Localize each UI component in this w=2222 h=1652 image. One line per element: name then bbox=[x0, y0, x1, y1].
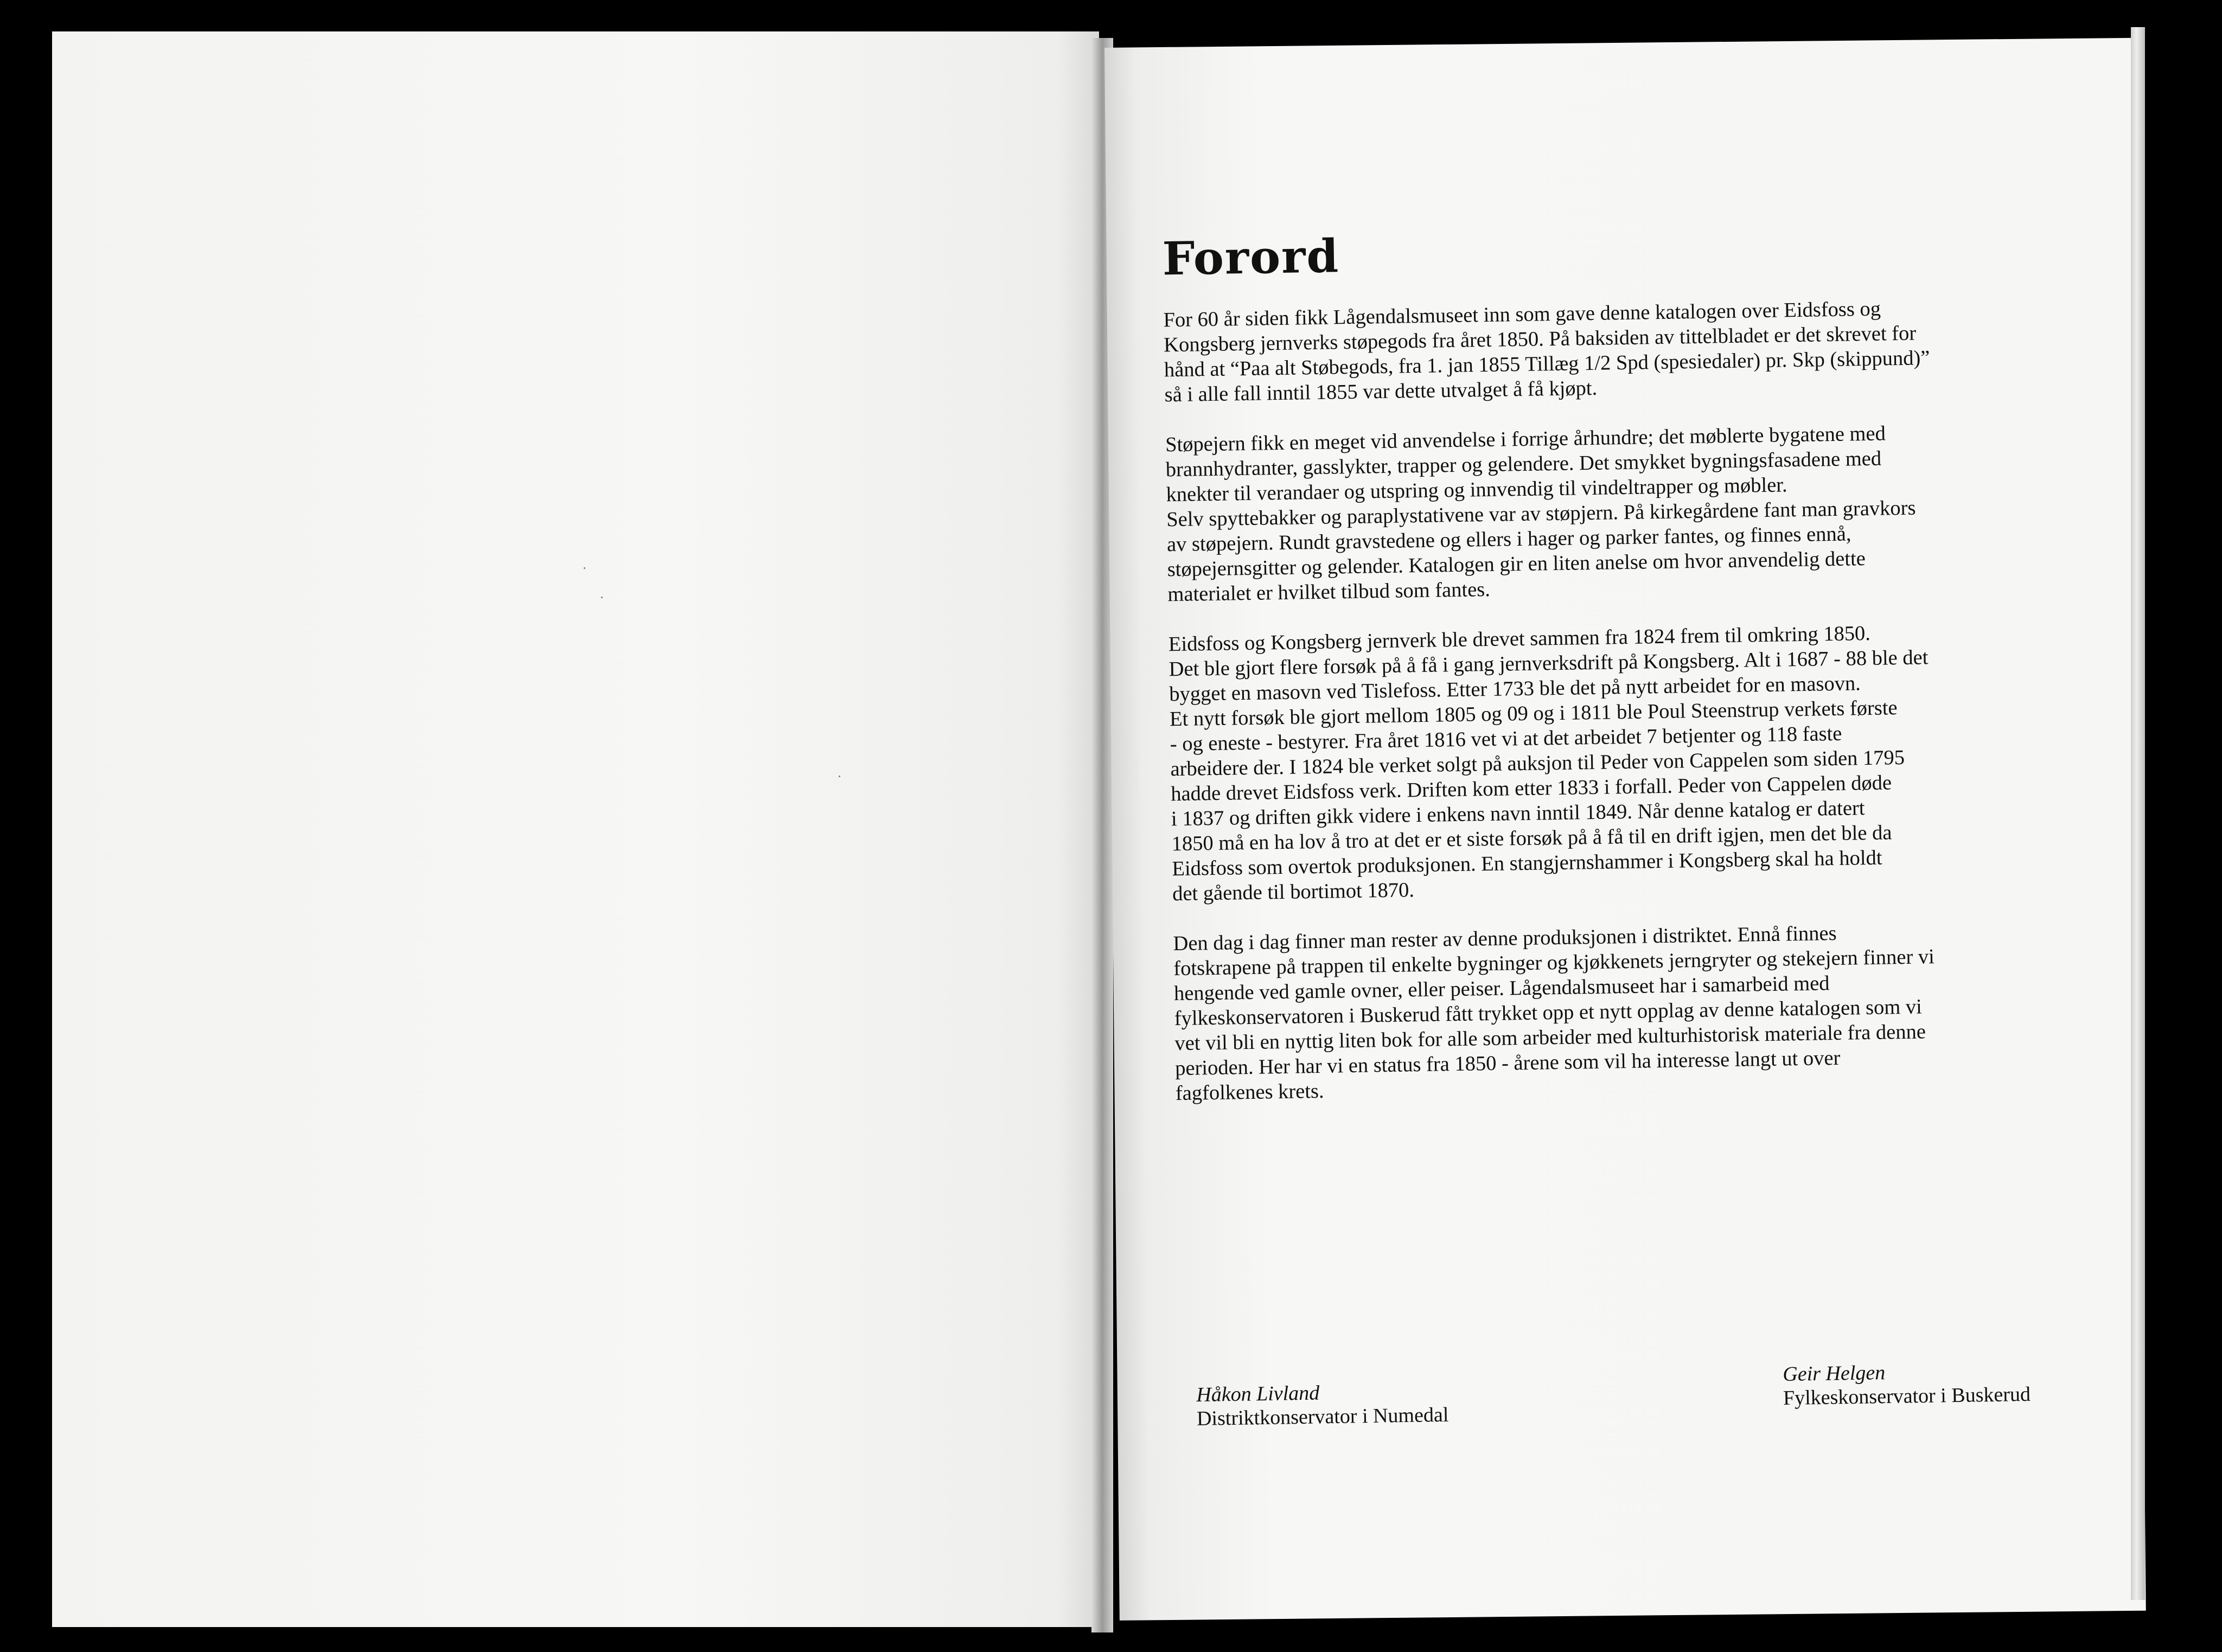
paper-speck bbox=[584, 567, 585, 569]
page-edge bbox=[2131, 27, 2145, 1600]
signatory-role: Distriktkonservator i Numedal bbox=[1196, 1403, 1449, 1430]
signatory-role: Fylkeskonservator i Buskerud bbox=[1783, 1382, 2031, 1410]
signature-block-left bbox=[1196, 1379, 1449, 1431]
left-blank-page bbox=[52, 31, 1099, 1627]
paragraph-1: For 60 år siden fikk Lågendalsmuseet inn som gave denne katalogen over Eidsfoss og Kongsberg jernverks støpegods fra året 1850. På baksiden av tittelbladet er det skrevet for hånd at “Paa alt Støbegods, fra 1. jan 1855 Tillæg 1/2 Spd (spesiedaler) pr. Skp (skippund)” så i alle fall inntil 1855 var dette utvalget å få kjøpt. bbox=[1163, 297, 1930, 407]
foreword-text-block bbox=[1139, 219, 2048, 1131]
paper-speck bbox=[601, 597, 603, 598]
paragraph-2: Støpejern fikk en meget vid anvendelse i forrige århundre; det møblerte bygatene med brannhydranter, gasslykter, trapper og gelendere. Det smykket bygningsfasadene med knekter til verandaer og utspring og innvendig til vindeltrapper og møbler. Selv spyttebakker og paraplystativene var av støpjern. På kirkegårdene fant man gravkors av støpejern. Rundt gravstedene og ellers i hager og parker fantes, og finnes ennå, støpejernsgitter og gelender. Katalogen gir en liten anelse om hvor anvendelig dette materialet er hvilket tilbud som fantes. bbox=[1165, 422, 1916, 606]
signatory-name: Geir Helgen bbox=[1783, 1361, 1886, 1386]
paragraph-3: Eidsfoss og Kongsberg jernverk ble drevet sammen fra 1824 frem til omkring 1850. Det ble gjort flere forsøk på å få i gang jernverksdrift på Kongsberg. Alt i 1687 - 88 ble det bygget en masovn ved Tislefoss. Etter 1733 ble det på nytt arbeidet for en masovn. Et nytt forsøk ble gjort mellom 1805 og 09 og i 1811 ble Poul Steenstrup verkets første - og eneste - bestyrer. Fra året 1816 vet vi at det arbeidet 7 betjenter og 118 faste arbeidere der. I 1824 ble verket solgt på auksjon til Peder von Cappelen som siden 1795 hadde drevet Eidsfoss verk. Driften kom etter 1833 i forfall. Peder von Cappelen døde i 1837 og driften gikk videre i enkens navn inntil 1849. Når denne katalog er datert 1850 må en ha lov å tro at det er et siste forsøk på å få til en drift igjen, men det ble da Eidsfoss som overtok produksjonen. En stangjernshammer i Kongsberg skal ha holdt det gående til bortimot 1870. bbox=[1168, 622, 1929, 906]
signatory-name: Håkon Livland bbox=[1196, 1381, 1320, 1406]
paper-speck bbox=[839, 776, 840, 777]
page-title: Forord bbox=[1161, 229, 1340, 286]
signature-block-right bbox=[1783, 1359, 2031, 1410]
paragraph-4: Den dag i dag finner man rester av denne produksjonen i distriktet. Ennå finnes fotskrapene på trappen til enkelte bygninger og kjøkkenets jerngryter og stekejern finner vi hengende ved gamle ovner, eller peiser. Lågendalsmuseet har i samarbeid med fylkeskonservatoren i Buskerud fått trykket opp et nytt opplag av denne katalogen som vi vet vil bli en nyttig liten bok for alle som arbeider med kulturhistorisk materiale fra denne perioden. Her har vi en status fra 1850 - årene som vil ha interesse langt ut over fagfolkenes krets. bbox=[1173, 921, 1935, 1105]
